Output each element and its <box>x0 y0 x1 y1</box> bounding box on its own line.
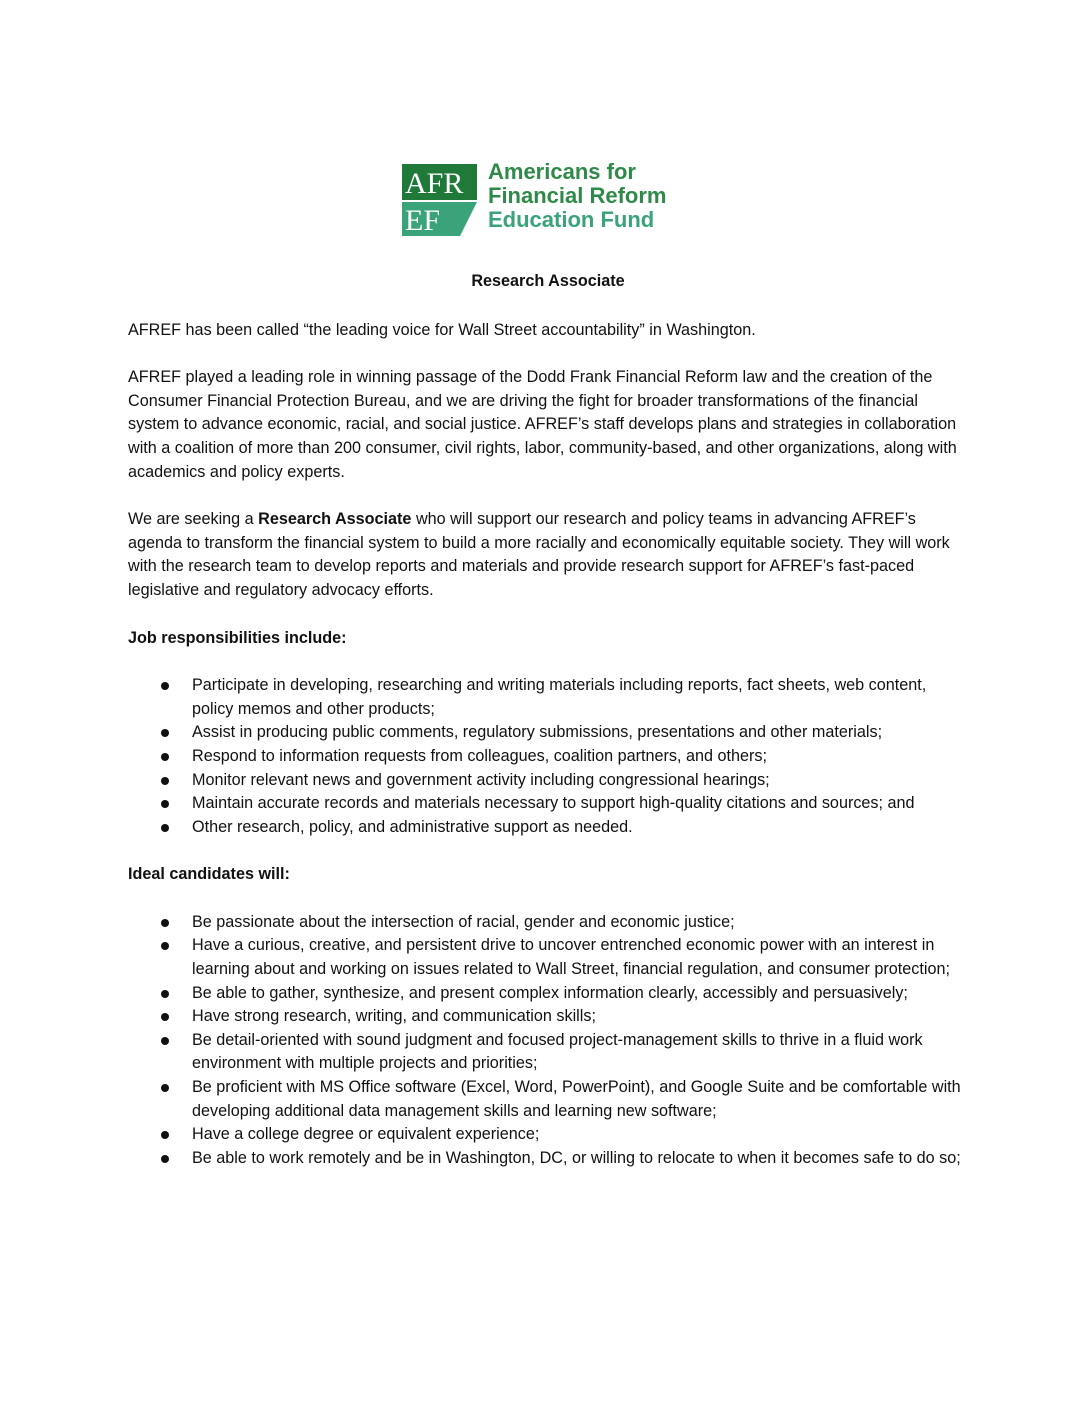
seeking-paragraph <box>128 508 968 602</box>
logo-line-1: Americans for <box>488 159 636 184</box>
list-item-text: Be able to work remotely and be in Washington, DC, or willing to relocate to when it becomes safe to do so; <box>192 1148 961 1167</box>
list-item <box>128 982 968 1006</box>
list-item <box>128 674 968 721</box>
page-title: Research Associate <box>471 272 625 290</box>
list-item <box>128 1029 968 1076</box>
list-item-text: Assist in producing public comments, regulatory submissions, presentations and other materials; <box>192 723 883 742</box>
list-item <box>128 792 968 816</box>
list-item <box>128 721 968 745</box>
list-item-text: Be able to gather, synthesize, and present complex information clearly, accessibly and persuasively; <box>192 983 908 1002</box>
logo-line-2: Financial Reform <box>488 183 667 208</box>
list-item-text: Have a curious, creative, and persistent drive to uncover entrenched economic power with an interest in learning about and working on issues related to Wall Street, financial regulation, and consumer protection; <box>192 936 950 979</box>
bullet-icon <box>161 753 169 761</box>
bullet-icon <box>161 800 169 808</box>
logo-line-3: Education Fund <box>488 207 655 232</box>
bullet-icon <box>161 1013 169 1021</box>
candidates-heading: Ideal candidates will: <box>128 865 290 884</box>
seeking-before: We are seeking a <box>128 510 259 529</box>
logo-mark-top: AFR <box>405 167 464 200</box>
list-item-text: Be passionate about the intersection of racial, gender and economic justice; <box>192 912 735 931</box>
candidates-list <box>128 911 968 1171</box>
list-item-text: Respond to information requests from colleagues, coalition partners, and others; <box>192 746 767 765</box>
list-item <box>128 911 968 935</box>
seeking-after: who will support our research and policy teams in advancing AFREF’s agenda to transform the financial system to build a more racially and economically equitable society. They will work with the research team to develop reports and materials and provide research support for AFREF’s fast-paced legislative and regulatory advocacy efforts. <box>128 510 950 599</box>
list-item <box>128 934 968 981</box>
responsibilities-list <box>128 674 968 839</box>
afref-logo-mark <box>402 164 477 236</box>
responsibilities-heading: Job responsibilities include: <box>128 628 347 647</box>
bullet-icon <box>161 1037 169 1045</box>
bullet-icon <box>161 942 169 950</box>
list-item <box>128 1147 968 1171</box>
list-item <box>128 769 968 793</box>
bullet-icon <box>161 1084 169 1092</box>
afref-logo <box>402 160 702 238</box>
list-item-text: Have strong research, writing, and communication skills; <box>192 1007 596 1026</box>
about-paragraph: AFREF played a leading role in winning passage of the Dodd Frank Financial Reform law and the creation of the Consumer Financial Protection Bureau, and we are driving the fight for broader transformations of the financial system to advance economic, racial, and social justice. AFREF’s staff develops plans and strategies in collaboration with a coalition of more than 200 consumer, civil rights, labor, community-based, and other organizations, along with academics and policy experts. <box>128 368 957 481</box>
bullet-icon <box>161 990 169 998</box>
bullet-icon <box>161 729 169 737</box>
list-item <box>128 745 968 769</box>
bullet-icon <box>161 919 169 927</box>
list-item-text: Monitor relevant news and government activity including congressional hearings; <box>192 770 770 789</box>
list-item <box>128 1123 968 1147</box>
intro-paragraph: AFREF has been called “the leading voice for Wall Street accountability” in Washington. <box>128 320 756 339</box>
bullet-icon <box>161 1155 169 1163</box>
list-item-text: Participate in developing, researching and writing materials including reports, fact sheets, web content, policy memos and other products; <box>192 676 927 718</box>
list-item-text: Other research, policy, and administrative support as needed. <box>192 817 633 836</box>
list-item <box>128 1005 968 1029</box>
logo-mark-bottom: EF <box>405 204 441 236</box>
document-body <box>128 270 968 1194</box>
bullet-icon <box>161 682 169 690</box>
list-item <box>128 1076 968 1123</box>
list-item-text: Have a college degree or equivalent experience; <box>192 1125 540 1144</box>
bullet-icon <box>161 824 169 832</box>
seeking-role: Research Associate <box>258 510 412 529</box>
list-item-text: Maintain accurate records and materials necessary to support high-quality citations and sources; and <box>192 794 915 813</box>
bullet-icon <box>161 777 169 785</box>
logo-wordmark <box>488 160 666 232</box>
list-item-text: Be detail-oriented with sound judgment and focused project-management skills to thrive in a fluid work environment with multiple projects and priorities; <box>192 1030 923 1073</box>
list-item <box>128 816 968 840</box>
list-item-text: Be proficient with MS Office software (Excel, Word, PowerPoint), and Google Suite and be comfortable with developing additional data management skills and learning new software; <box>192 1078 961 1120</box>
bullet-icon <box>161 1131 169 1139</box>
